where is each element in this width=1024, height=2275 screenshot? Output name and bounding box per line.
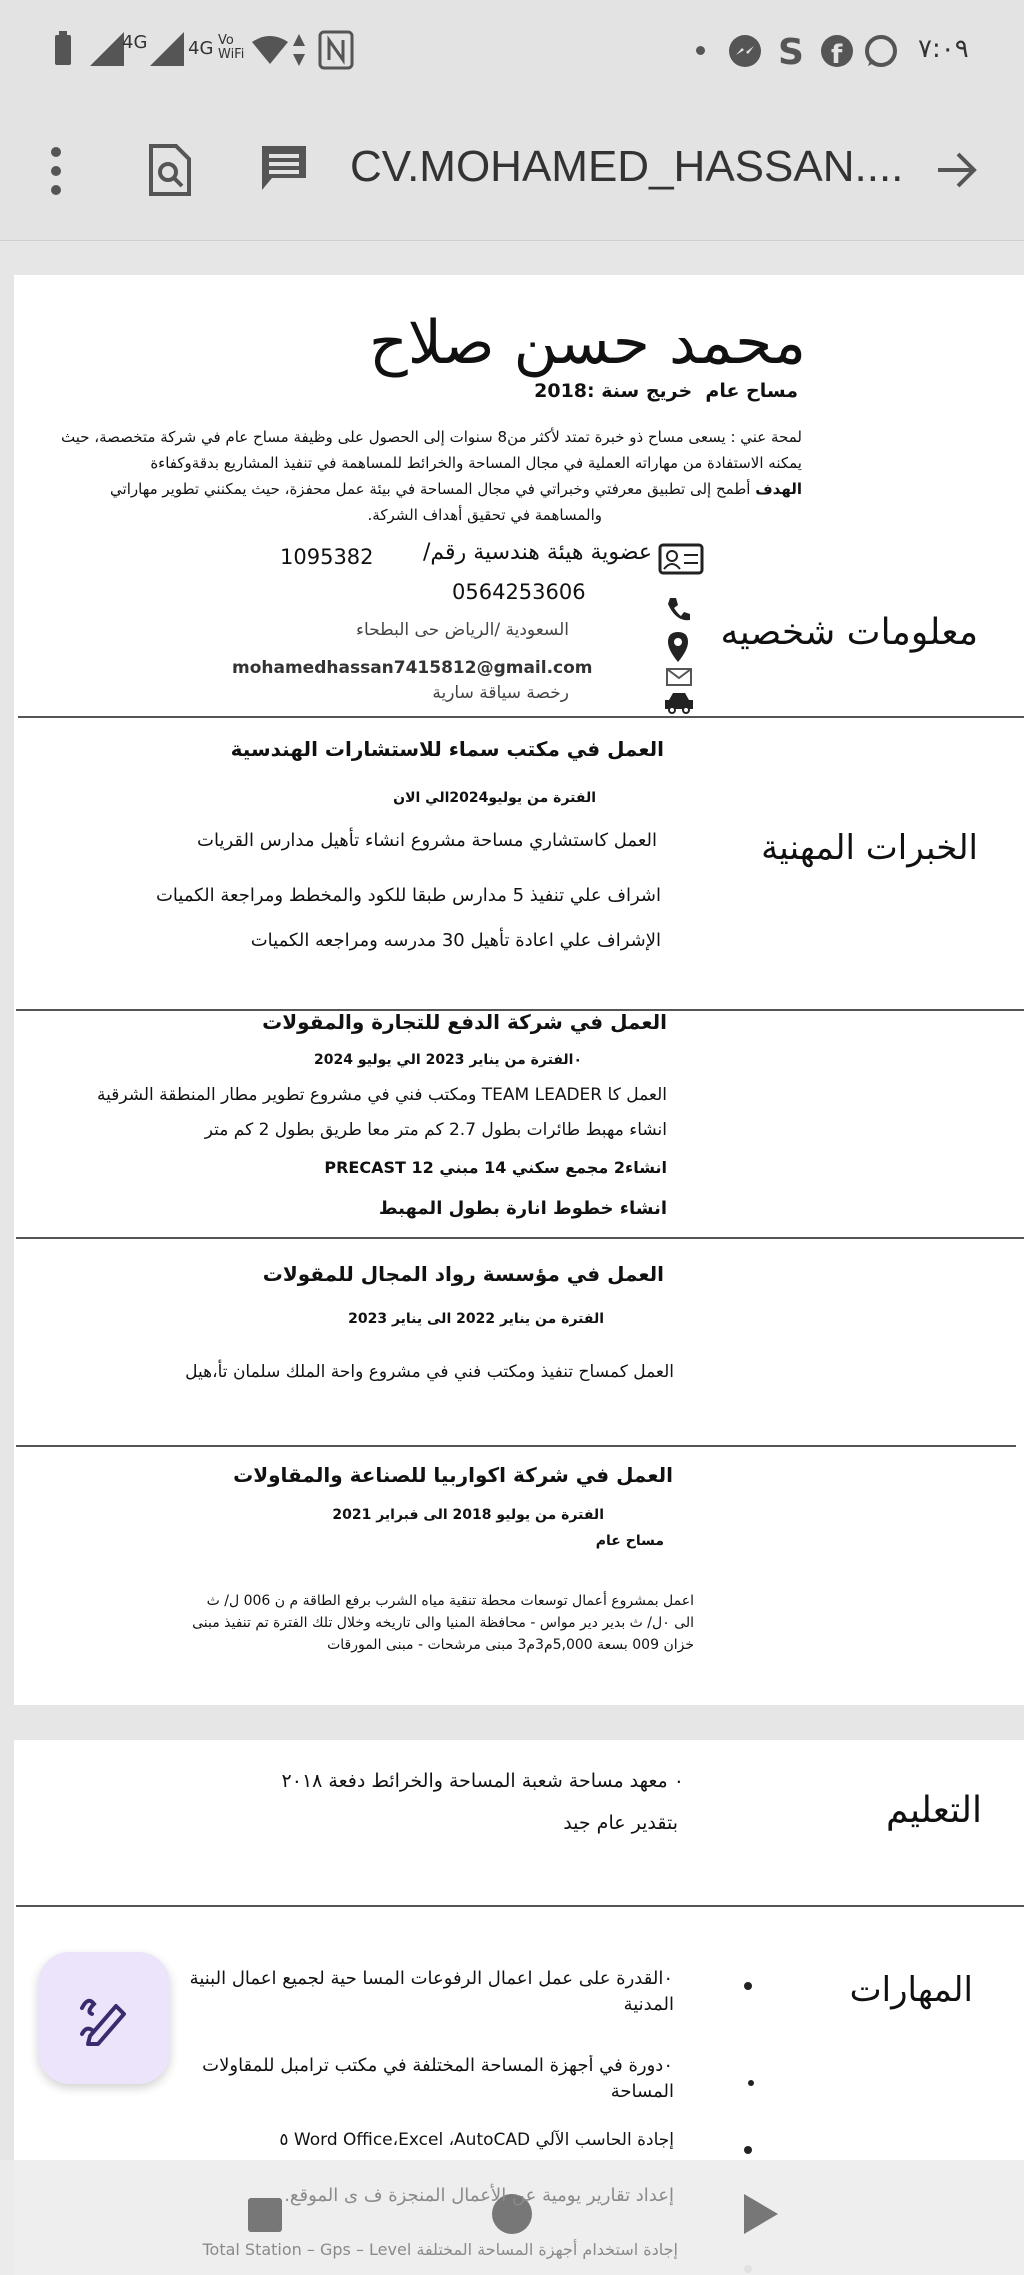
search-in-document-icon[interactable]: [148, 144, 192, 196]
job-2-title: العمل في شركة الدفع للتجارة والمقولات: [262, 1010, 667, 1034]
arrow-forward-icon[interactable]: [936, 150, 978, 190]
skill-2-cont: المساحة: [610, 2081, 674, 2102]
messenger-icon: [728, 34, 762, 68]
job-2-line-3: انشاء2 مجمع سكني 14 مبني 12 PRECAST: [324, 1158, 667, 1177]
job-2-line-2: انشاء مهبط طائرات بطول 2.7 كم متر معا طريق بطول 2 كم متر: [204, 1120, 667, 1140]
divider-job-3: [16, 1445, 1016, 1447]
education-line-2: بتقدير عام جيد: [563, 1812, 678, 1834]
data-arrows-icon: [292, 32, 306, 68]
skill-3: إجادة الحاسب الآلي Word Office،Excel ،AutoCAD ٥: [279, 2130, 674, 2150]
job-4-title: العمل في شركة اكواربيا للصناعة والمقاولات: [233, 1463, 673, 1487]
skills-section-title: المهارات: [849, 1970, 973, 2010]
skill-1-cont: المدنية: [623, 1994, 674, 2015]
job-3-period: الفترة من يناير 2022 الى يناير 2023: [348, 1311, 604, 1327]
membership-number: 1095382: [280, 545, 374, 569]
back-triangle-icon[interactable]: [740, 2192, 780, 2236]
job-1-period: الفترة من يوليو2024الي الان: [393, 790, 596, 806]
divider-personal: [18, 716, 1024, 718]
facebook-icon: [820, 34, 854, 68]
nfc-icon: [318, 30, 354, 70]
comment-icon[interactable]: [260, 144, 308, 192]
skype-s-icon: [776, 32, 806, 70]
divider-job-2: [16, 1237, 1024, 1239]
location: السعودية /الرياض حى البطحاء: [356, 620, 569, 640]
job-4-period: الفترة من يوليو 2018 الى فبراير 2021: [332, 1507, 604, 1523]
summary-line-3: الهدف أطمح إلى تطبيق معرفتي وخبراتي في مجال المساحة في بيئة عمل محفزة، حيث يمكنني تطوير مهاراتي: [110, 480, 802, 498]
notification-dot: [696, 46, 705, 55]
phone-icon: [666, 596, 690, 622]
network-type-2: 4G: [188, 38, 214, 59]
signal-icon-2: [150, 32, 184, 66]
job-2-line-1: العمل كا TEAM LEADER ومكتب فني في مشروع تطوير مطار المنطقة الشرقية: [96, 1085, 667, 1105]
location-pin-icon: [666, 630, 690, 664]
job-4-description: [74, 1590, 694, 1656]
job-1-line-1: العمل كاستشاري مساحة مشروع انشاء تأهيل مدارس القريات: [197, 830, 657, 851]
skill-bullet-3: [744, 2146, 752, 2154]
network-type-1: 4G: [122, 32, 148, 53]
membership-label: عضوية هيئة هندسية رقم/: [423, 540, 652, 565]
status-bar: [0, 0, 1024, 100]
car-icon: [664, 690, 694, 714]
summary-line-4: والمساهمة في تحقيق أهداف الشركة.: [367, 506, 602, 524]
mail-icon: [666, 668, 692, 686]
job-1-line-2: اشراف علي تنفيذ 5 مدارس طبقا للكود والمخطط ومراجعة الكميات: [155, 885, 661, 906]
job-1-title: العمل في مكتب سماء للاستشارات الهندسية: [230, 737, 664, 761]
skill-bullet-1: [744, 1982, 752, 1990]
svg-text:f: f: [831, 40, 843, 68]
id-card-icon: [658, 543, 704, 575]
education-line-1: ٠ معهد مساحة شعبة المساحة والخرائط دفعة ٢٠١٨: [281, 1770, 684, 1792]
job-4-line-1: اعمل بمشروع أعمال توسعات محطة تنقية مياه الشرب برفع الطاقة م ن 006 ل/ ث: [206, 1593, 694, 1609]
email: mohamedhassan7415812@gmail.com: [232, 658, 593, 678]
candidate-name: محمد حسن صلاح: [369, 308, 806, 378]
app-bar: [0, 100, 1024, 241]
job-3-line-1: العمل كمساح تنفيذ ومكتب فني في مشروع واحة الملك سلمان تأ،هيل: [185, 1362, 674, 1382]
file-title: CV.MOHAMED_HASSAN....: [350, 142, 904, 191]
role-text: مساح عام: [705, 380, 798, 402]
battery-icon: [52, 30, 74, 68]
summary-line-1: لمحة عني : يسعى مساح ذو خبرة تمتد لأكثر من8 سنوات إلى الحصول على وظيفة مساح عام في شركة متخصصة، حيث: [61, 428, 802, 446]
skill-5: إجادة استخدام أجهزة المساحة المختلفة Total Station – Gps – Level: [202, 2240, 678, 2259]
graduation-text: خريج سنة :2018: [534, 380, 693, 402]
clock: ٧:٠٩: [918, 34, 969, 64]
job-2-line-4: انشاء خطوط انارة بطول المهبط: [378, 1198, 667, 1219]
job-3-title: العمل في مؤسسة رواد المجال للمقولات: [262, 1262, 664, 1286]
wifi-icon: [250, 34, 290, 66]
summary-line-2: يمكنه الاستفادة من مهاراته العملية في مجال المساحة والخرائط للمساهمة في تنفيذ المشاريع بدقةوكفاءة: [150, 454, 802, 472]
experience-section-title: الخبرات المهنية: [761, 828, 978, 868]
job-4-line-2: الى ٠ل/ ث بدير دير مواس - محافظة المنيا والى تاريخه وخلال تلك الفترة تم تنفيذ مبنى: [192, 1615, 694, 1631]
edit-annotate-button[interactable]: [38, 1952, 170, 2084]
summary: [22, 424, 802, 528]
skill-4: إعداد تقارير يومية عن الأعمال المنجزة ف ى الموقع.: [284, 2185, 674, 2206]
skill-1: ٠القدرة على عمل اعمال الرفوعات المسا حية لجميع اعمال البنية: [189, 1968, 673, 1989]
skill-2: ٠دورة في أجهزة المساحة المختلفة في مكتب ترامبل للمقاولات: [202, 2055, 673, 2076]
job-2-period: ٠الفترة من يناير 2023 الي يوليو 2024: [313, 1052, 582, 1068]
driving-license: رخصة سياقة سارية: [432, 683, 569, 703]
volte-label: Vo WiFi: [218, 33, 245, 62]
more-vert-icon[interactable]: [46, 146, 66, 196]
skill-bullet-2: [748, 2080, 754, 2086]
signal-icon: [90, 32, 124, 66]
job-4-role: مساح عام: [595, 1533, 664, 1549]
personal-section-title: معلومات شخصيه: [720, 612, 978, 653]
role-subtitle: [534, 380, 798, 402]
recents-square-icon[interactable]: [248, 2198, 282, 2232]
job-4-line-3: خزان 009 بسعة 5,000م3م3 مبنى مرشحات - مبنى المورقات: [327, 1637, 694, 1653]
divider-education: [16, 1905, 1024, 1907]
pen-draw-icon: [76, 1990, 132, 2046]
whatsapp-icon: [864, 34, 898, 68]
phone-number: 0564253606: [452, 580, 586, 604]
goal-label: الهدف: [755, 480, 802, 498]
job-1-line-3: الإشراف علي اعادة تأهيل 30 مدرسه ومراجعه الكميات: [250, 930, 661, 951]
education-section-title: التعليم: [886, 1790, 982, 1831]
svg-text:S: S: [778, 32, 804, 70]
